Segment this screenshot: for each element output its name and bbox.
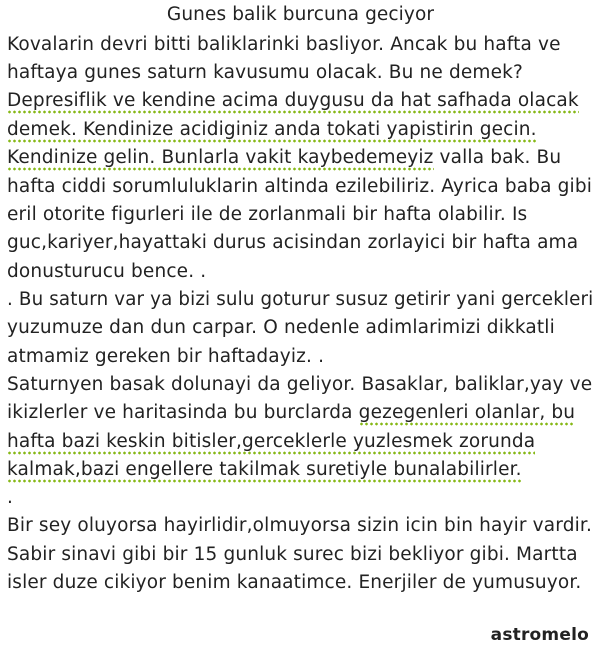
text-segment: Bir sey oluyorsa hayirlidir,olmuyorsa sizin icin bin hayir vardir. [7, 515, 592, 536]
text-segment: valla bak. Bu [433, 147, 562, 168]
text-line [7, 259, 206, 285]
text-line [7, 372, 592, 398]
text-line [7, 400, 575, 426]
document-title: Gunes balik burcuna geciyor [166, 4, 435, 25]
text-line [7, 32, 561, 58]
text-segment: . Bu saturn var ya bizi sulu goturur susuz getirir yani gercekleri [7, 289, 594, 310]
text-line [7, 88, 579, 114]
highlighted-segment: Kendinize gelin. Bunlarla vakit kaybedemeyiz [7, 147, 434, 171]
text-segment: hafta ciddi sorumluluklarin altinda ezilebiliriz. Ayrica baba gibi [7, 176, 592, 197]
text-segment: eril otorite figurleri ile de zorlanmali bir hafta olabilir. Is [7, 204, 528, 225]
text-line [7, 542, 578, 568]
text-line [7, 117, 537, 143]
highlighted-segment: kalmak,bazi engellere takilmak suretiyle bunalabilirler. [7, 459, 522, 483]
text-line [7, 344, 324, 370]
text-segment: donusturucu bence. . [7, 261, 207, 282]
text-line [7, 145, 561, 171]
text-line [7, 513, 592, 539]
text-segment: isler duze cikiyor benim kanaatimce. Enerjiler de yumusuyor. [7, 572, 582, 593]
highlighted-segment: Depresiflik ve kendine acima duygusu da hat safhada olacak [7, 90, 579, 114]
text-segment: Sabir sinavi gibi bir 15 gunluk surec bizi bekliyor gibi. Martta [7, 544, 578, 565]
highlighted-segment: gezegenleri olanlar, bu [359, 402, 576, 426]
highlighted-segment: hafta bazi keskin bitisler,gerceklerle yuzlesmek zorunda [7, 431, 535, 455]
highlighted-segment: demek. Kendinize acidiginiz anda tokati yapistirin gecin. [7, 119, 537, 143]
text-segment: atmamiz gereken bir haftadayiz. . [7, 346, 325, 367]
text-segment: Saturnyen basak dolunayi da geliyor. Basaklar, baliklar,yay ve [7, 374, 593, 395]
text-line [7, 570, 581, 596]
text-line [7, 174, 592, 200]
text-line [7, 457, 522, 483]
text-line [7, 315, 555, 341]
text-line [7, 287, 593, 313]
text-segment: Kovalarin devri bitti baliklarinki basliyor. Ancak bu hafta ve [7, 34, 561, 55]
text-line [7, 202, 527, 228]
author-signature: astromelo [490, 625, 589, 645]
text-line [7, 230, 578, 256]
text-line [7, 429, 535, 455]
text-segment: haftaya gunes saturn kavusumu olacak. Bu ne demek? [7, 62, 523, 83]
text-segment: yuzumuze dan dun carpar. O nedenle adimlarimizi dikkatli [7, 317, 555, 338]
text-segment: ikizlerler ve haritasinda bu burclarda [7, 402, 359, 423]
text-line [7, 60, 523, 86]
text-line [7, 485, 13, 511]
text-segment: . [7, 487, 14, 508]
text-segment: guc,kariyer,hayattaki durus acisindan zorlayici bir hafta ama [7, 232, 579, 253]
